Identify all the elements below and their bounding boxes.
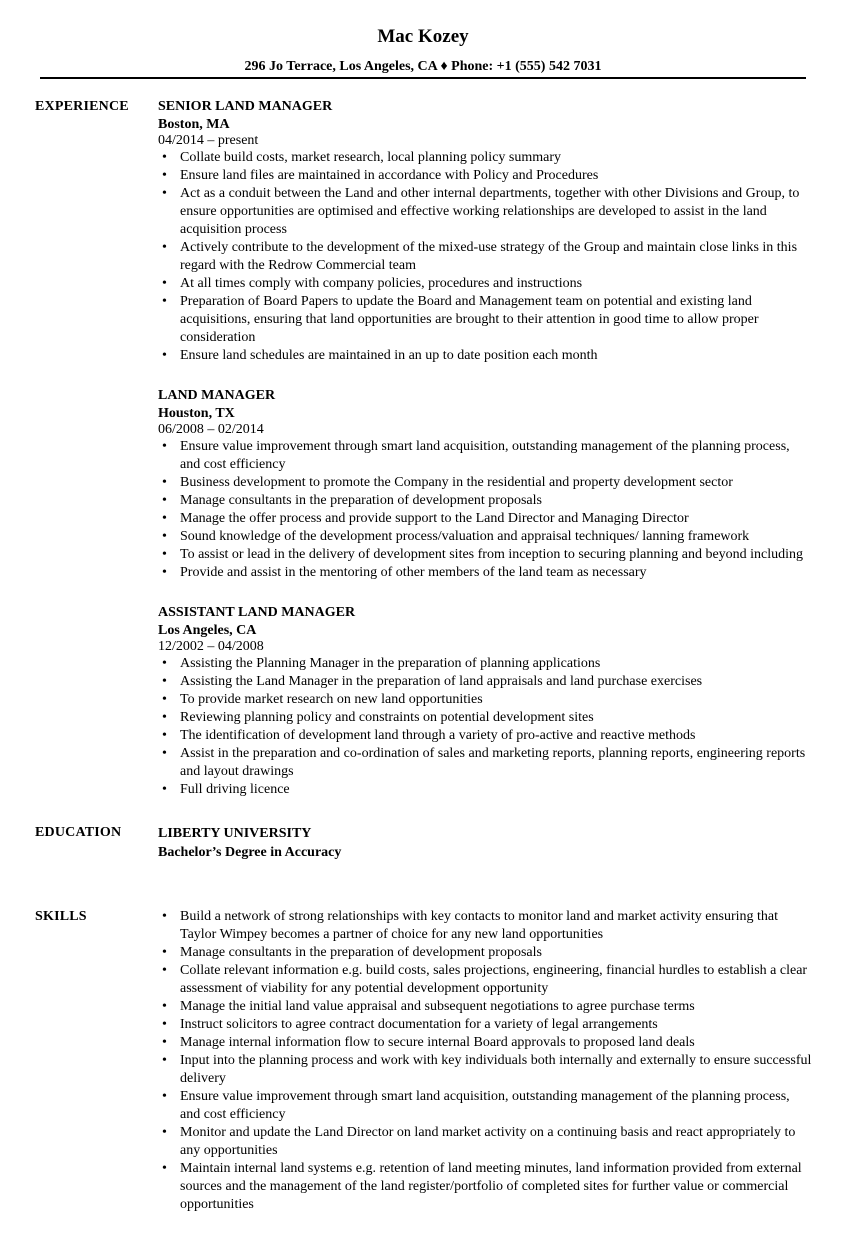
list-item: • Ensure land files are maintained in accordance with Policy and Procedures — [162, 168, 599, 183]
contact-line: 296 Jo Terrace, Los Angeles, CA ♦ Phone: +1 (555) 542 7031 — [244, 59, 602, 74]
list-item: • Manage the offer process and provide support to the Land Director and Managing Director — [162, 511, 689, 526]
resume-header — [40, 24, 806, 76]
list-item: • Manage the initial land value appraisal and subsequent negotiations to agree purchase terms — [162, 999, 695, 1014]
list-item: • Assisting the Planning Manager in the preparation of planning applications — [162, 656, 601, 671]
job-location: Houston, TX — [158, 406, 235, 421]
list-item: • Collate relevant information e.g. build costs, sales projections, engineering, financial hurdles to establish a clear assessment of viability for any potential development opportunity — [162, 963, 808, 996]
list-item: • The identification of development land through a variety of pro-active and reactive methods — [162, 728, 696, 743]
candidate-name: Mac Kozey — [377, 26, 469, 47]
job-bullets — [158, 438, 813, 582]
experience-label: EXPERIENCE — [35, 99, 129, 114]
list-item: • At all times comply with company policies, procedures and instructions — [162, 276, 583, 291]
degree: Bachelor’s Degree in Accuracy — [158, 845, 342, 860]
job-location: Los Angeles, CA — [158, 623, 257, 638]
education-body — [158, 824, 813, 862]
list-item: • Ensure land schedules are maintained in an up to date position each month — [162, 348, 598, 363]
list-item: • Manage consultants in the preparation of development proposals — [162, 945, 542, 960]
header-divider — [40, 77, 806, 79]
list-item: • Maintain internal land systems e.g. retention of land meeting minutes, land information provided from external sources and the management of the land register/portfolio of completed sites for further value or commercial opportunities — [162, 1161, 802, 1212]
job-bullets — [158, 149, 813, 365]
list-item: • Manage internal information flow to secure internal Board approvals to proposed land deals — [162, 1035, 695, 1050]
job-assistant-land-manager — [158, 604, 813, 799]
list-item: • Reviewing planning policy and constraints on potential development sites — [162, 710, 594, 725]
list-item: • Provide and assist in the mentoring of other members of the land team as necessary — [162, 565, 647, 580]
job-dates: 06/2008 – 02/2014 — [158, 422, 264, 437]
job-land-manager — [158, 387, 813, 582]
job-dates: 04/2014 – present — [158, 133, 259, 148]
job-title: LAND MANAGER — [158, 388, 276, 403]
education-label: EDUCATION — [35, 825, 122, 840]
list-item: • Assisting the Land Manager in the preparation of land appraisals and land purchase exercises — [162, 674, 703, 689]
skills-list — [158, 908, 813, 1214]
list-item: • Instruct solicitors to agree contract documentation for a variety of legal arrangements — [162, 1017, 658, 1032]
skills-label: SKILLS — [35, 909, 87, 924]
job-location: Boston, MA — [158, 117, 230, 132]
list-item: • Act as a conduit between the Land and other internal departments, together with other Divisions and Group, to ensure opportunities are optimised and effective working relationships are developed to assist in the land acquisition process — [162, 186, 800, 237]
job-title: ASSISTANT LAND MANAGER — [158, 605, 356, 620]
list-item: • Preparation of Board Papers to update the Board and Management team on potential and existing land acquisitions, ensuring that land opportunities are brought to their attention in good time to allow proper consideration — [162, 294, 759, 345]
job-dates: 12/2002 – 04/2008 — [158, 639, 264, 654]
list-item: • Monitor and update the Land Director on land market activity on a continuing basis and react appropriately to any opportunities — [162, 1125, 796, 1158]
list-item: • Assist in the preparation and co-ordination of sales and marketing reports, planning reports, engineering reports and layout drawings — [162, 746, 806, 779]
list-item: • Manage consultants in the preparation of development proposals — [162, 493, 542, 508]
list-item: • Ensure value improvement through smart land acquisition, outstanding management of the planning process, and cost efficiency — [162, 439, 790, 472]
list-item: • Build a network of strong relationships with key contacts to monitor land and market activity ensuring that Taylor Wimpey becomes a partner of choice for any new land opportunities — [162, 909, 778, 942]
job-senior-land-manager — [158, 98, 813, 365]
list-item: • Input into the planning process and work with key individuals both internally and externally to ensure successful delivery — [162, 1053, 812, 1086]
list-item: • Actively contribute to the development of the mixed-use strategy of the Group and maintain close links in this regard with the Redrow Commercial team — [162, 240, 798, 273]
list-item: • Collate build costs, market research, local planning policy summary — [162, 150, 562, 165]
list-item: • Full driving licence — [162, 782, 290, 797]
job-title: SENIOR LAND MANAGER — [158, 99, 333, 114]
list-item: • Business development to promote the Company in the residential and property development sector — [162, 475, 733, 490]
experience-body — [158, 98, 813, 821]
list-item: • To assist or lead in the delivery of development sites from inception to securing planning and beyond including — [162, 547, 804, 562]
list-item: • To provide market research on new land opportunities — [162, 692, 483, 707]
list-item: • Sound knowledge of the development process/valuation and appraisal techniques/ lanning framework — [162, 529, 750, 544]
school-name: LIBERTY UNIVERSITY — [158, 826, 312, 841]
list-item: • Ensure value improvement through smart land acquisition, outstanding management of the planning process, and cost efficiency — [162, 1089, 790, 1122]
job-bullets — [158, 655, 813, 799]
skills-body — [158, 908, 813, 1214]
